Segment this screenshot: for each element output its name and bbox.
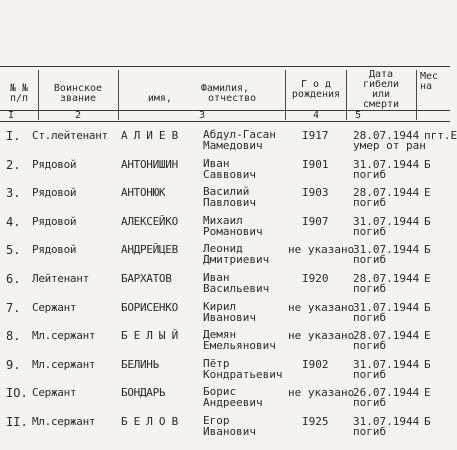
cell-num: II. [6, 415, 28, 429]
cell-fate: погиб [353, 224, 387, 238]
cell-fate: погиб [353, 310, 387, 324]
cell-year: I903 [302, 186, 329, 200]
cell-date: 31.07.1944 [353, 157, 420, 171]
header-col2 [40, 84, 116, 104]
cell-date: 28.07.1944 [353, 272, 420, 285]
cell-num: I. [6, 129, 21, 143]
cell-num: 4. [6, 214, 21, 229]
cell-surname: АНТОНИШИН [121, 157, 178, 171]
header-col5 [348, 70, 414, 110]
cell-year: не указано [288, 386, 355, 400]
cell-patronymic: Дмитриевич [203, 253, 270, 267]
cell-num: 5. [6, 243, 21, 258]
column-number-5: 5 [354, 110, 362, 121]
header-col4-line2: рождения [291, 89, 341, 100]
cell-rank: Рядовой [32, 214, 77, 228]
cell-num: IO. [6, 386, 28, 401]
cell-rank: Ст.лейтенант [32, 129, 108, 142]
cell-date: 28.07.1944 [353, 329, 420, 343]
cell-year: I920 [302, 272, 329, 285]
cell-patronymic: Иванович [203, 425, 256, 438]
cell-rank: Сержант [32, 300, 77, 314]
cell-surname: АНДРЕЙЦЕВ [121, 243, 178, 257]
column-number-4: 4 [312, 110, 320, 121]
header-col1-line2: п/п [9, 93, 29, 104]
cell-year: не указано [288, 300, 355, 314]
col-separator [346, 70, 347, 120]
cell-fate: погиб [353, 396, 387, 410]
header-col5-line1: Дата [368, 69, 394, 80]
cell-name: Иван [203, 156, 230, 170]
cell-surname: Б Е Л Ы Й [121, 329, 178, 343]
cell-num: 6. [6, 272, 21, 286]
cell-place: Б [424, 415, 431, 428]
cell-fate: погиб [353, 282, 387, 295]
header-col6 [420, 72, 450, 92]
cell-place: Б [424, 300, 431, 314]
header-col5-line3: или [371, 89, 391, 100]
cell-patronymic: Иванович [203, 310, 256, 324]
cell-patronymic: Андреевич [203, 396, 263, 410]
cell-rank: Рядовой [32, 243, 77, 257]
cell-patronymic: Романович [203, 224, 263, 238]
column-number-rule [0, 121, 450, 122]
cell-name: Леонид [203, 242, 243, 256]
cell-fate: погиб [353, 167, 387, 181]
cell-name: Кирил [203, 299, 237, 313]
cell-surname: АНТОНЮК [121, 186, 166, 200]
cell-name: Пётр [203, 356, 230, 370]
cell-place: Б [424, 243, 431, 257]
cell-year: не указано [288, 329, 355, 343]
header-col3-top: Фамилия, [200, 83, 250, 94]
column-number-3: 3 [198, 110, 206, 121]
cell-place: Б [424, 357, 431, 371]
cell-date: 31.07.1944 [353, 300, 420, 314]
header-col5-line2: гибели [362, 79, 400, 90]
cell-patronymic: Павлович [203, 196, 256, 210]
cell-place: Е [424, 186, 431, 200]
cell-fate: погиб [353, 339, 387, 353]
cell-date: 26.07.1944 [353, 386, 420, 400]
cell-fate: погиб [353, 367, 387, 381]
cell-rank: Сержант [32, 386, 77, 400]
cell-patronymic: Мамедович [203, 139, 263, 152]
col-separator [118, 70, 119, 120]
cell-year: I917 [302, 129, 329, 142]
cell-surname: А Л И Е В [121, 129, 178, 142]
cell-patronymic: Емельянович [203, 339, 276, 353]
cell-place: Е [424, 329, 431, 343]
cell-fate: погиб [353, 196, 387, 210]
cell-num: 3. [6, 186, 21, 201]
cell-fate: погиб [353, 425, 387, 438]
cell-surname: БОНДАРЬ [121, 386, 166, 400]
cell-date: 28.07.1944 [353, 186, 420, 200]
header-top-rule [0, 66, 450, 67]
cell-place: пгт.Е [424, 129, 457, 142]
cell-date: 31.07.1944 [353, 357, 420, 371]
cell-place: Б [424, 157, 431, 171]
cell-surname: БЕЛИНЬ [121, 357, 159, 371]
cell-patronymic: Васильевич [203, 282, 270, 295]
cell-place: Е [424, 272, 431, 285]
cell-name: Иван [203, 271, 230, 284]
column-number-1: I [7, 110, 15, 121]
col-separator [38, 70, 39, 120]
cell-year: I925 [302, 415, 329, 428]
header-col4-line1: Г о д [300, 79, 332, 90]
cell-year: I901 [302, 157, 329, 171]
cell-name: Абдул-Гасан [203, 128, 276, 141]
cell-name: Михаил [203, 213, 243, 227]
cell-name: Василий [203, 185, 250, 199]
cell-rank: Мл.сержант [32, 329, 96, 343]
header-col2-line2: звание [59, 93, 97, 104]
cell-year: I902 [302, 357, 329, 371]
header-col1 [2, 84, 36, 104]
cell-num: 2. [6, 157, 21, 172]
cell-name: Егор [203, 414, 230, 427]
cell-date: 31.07.1944 [353, 214, 420, 228]
cell-date: 31.07.1944 [353, 243, 420, 257]
cell-surname: БОРИСЕНКО [121, 300, 178, 314]
cell-num: 7. [6, 300, 21, 315]
cell-place: Е [424, 386, 431, 400]
cell-date: 28.07.1944 [353, 129, 420, 142]
cell-rank: Мл.сержант [32, 357, 96, 371]
cell-num: 8. [6, 329, 21, 344]
col-separator [285, 70, 286, 120]
cell-year: I907 [302, 214, 329, 228]
cell-fate: погиб [353, 253, 387, 267]
cell-surname: Б Е Л О В [121, 415, 178, 428]
header-col3-bottom: имя, отчество [147, 93, 257, 104]
cell-surname: АЛЕКСЕЙКО [121, 214, 178, 228]
cell-place: Б [424, 214, 431, 228]
cell-name: Борис [203, 385, 237, 399]
header-col1-line1: № № [9, 83, 29, 94]
cell-patronymic: Саввович [203, 167, 256, 181]
header-col6-line2: на [420, 81, 433, 92]
header-col2-line1: Воинское [53, 83, 103, 94]
column-number-2: 2 [74, 110, 82, 121]
header-col5-line4: смерти [362, 99, 400, 110]
cell-year: не указано [288, 243, 355, 257]
cell-rank: Мл.сержант [32, 415, 96, 428]
cell-rank: Лейтенант [32, 272, 89, 285]
cell-rank: Рядовой [32, 157, 77, 171]
cell-name: Демян [203, 328, 237, 342]
header-col4 [287, 80, 345, 100]
cell-date: 31.07.1944 [353, 415, 420, 428]
cell-rank: Рядовой [32, 186, 77, 200]
header-col6-line1: Мес [420, 71, 439, 82]
cell-patronymic: Кондратьевич [203, 367, 283, 381]
cell-num: 9. [6, 357, 21, 372]
cell-surname: БАРХАТОВ [121, 272, 172, 285]
cell-fate: умер от ран [353, 139, 426, 152]
col-separator [416, 70, 417, 120]
